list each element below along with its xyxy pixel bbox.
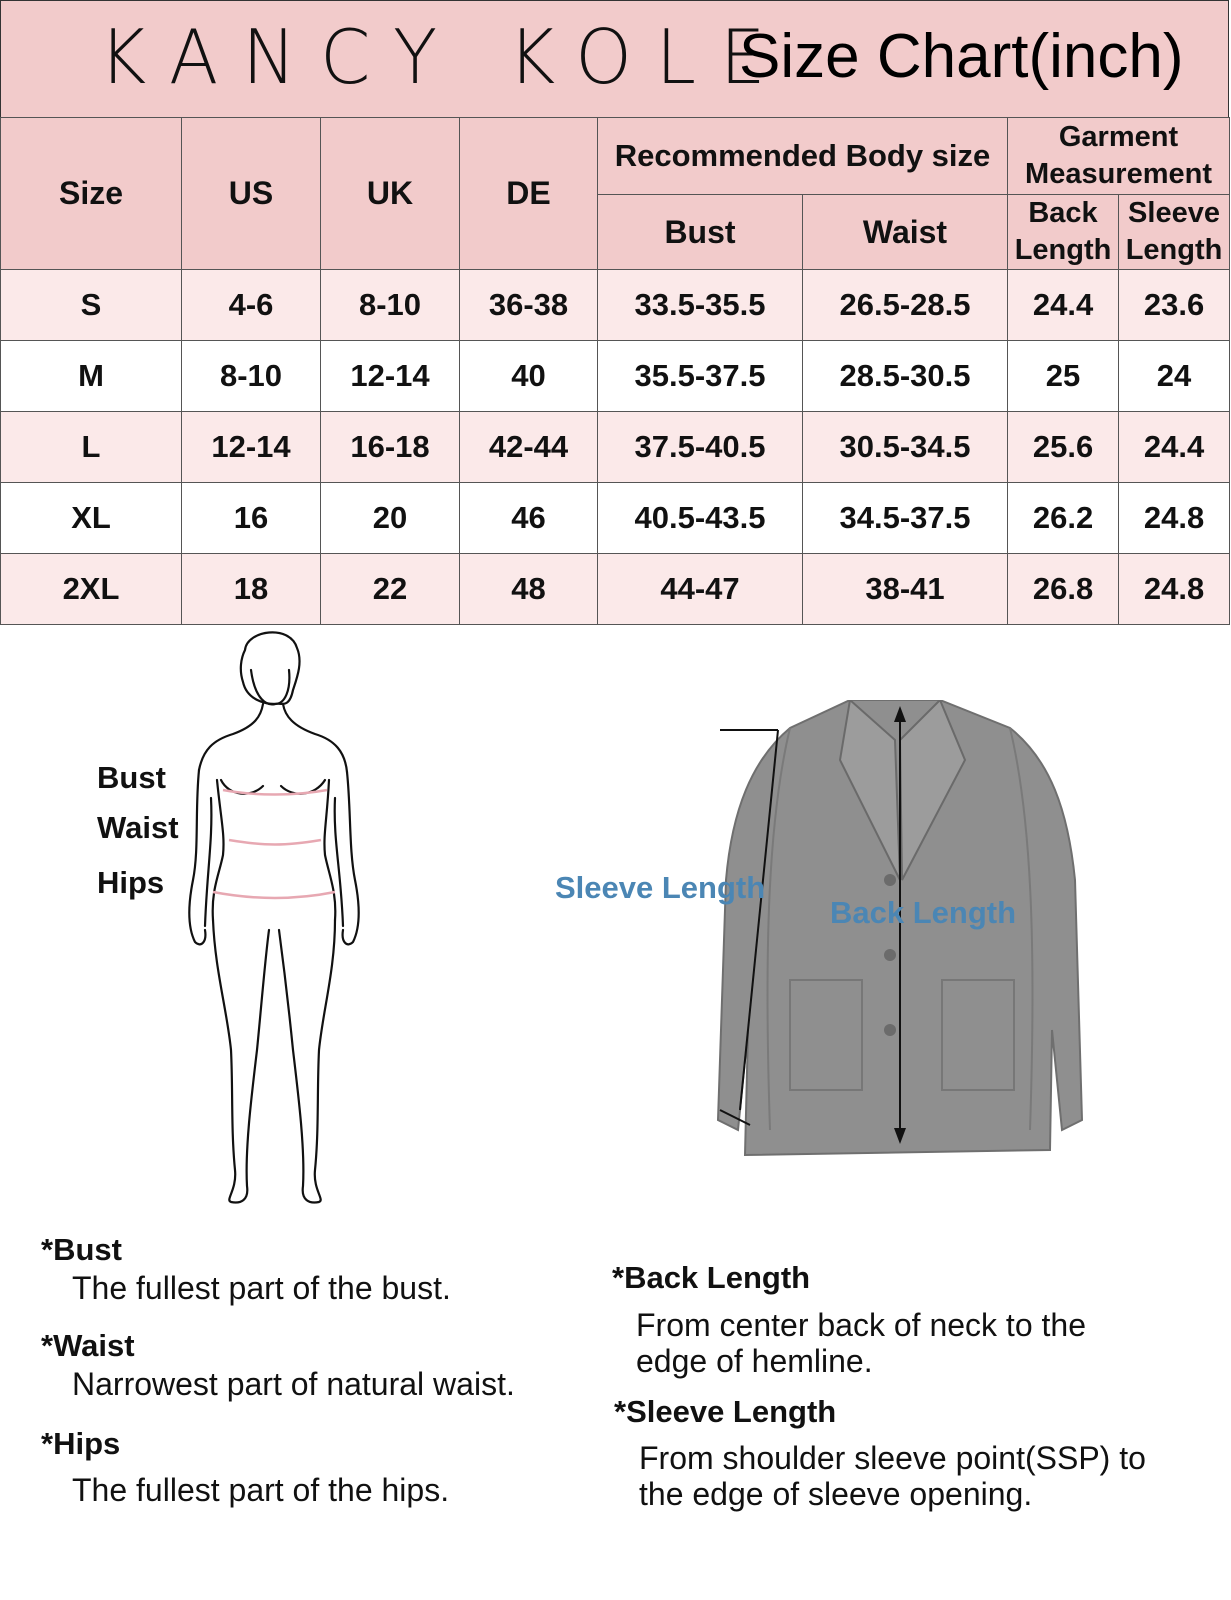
header-size: Size xyxy=(1,118,182,270)
cardigan-jacket-image xyxy=(690,700,1120,1180)
figure-label-hips: Hips xyxy=(97,865,165,900)
cell-uk: 12-14 xyxy=(321,341,460,412)
header-de: DE xyxy=(460,118,598,270)
cell-back-length: 26.8 xyxy=(1008,554,1119,625)
size-table xyxy=(0,117,1230,625)
header-uk: UK xyxy=(321,118,460,270)
cell-us: 18 xyxy=(182,554,321,625)
figure-label-waist: Waist xyxy=(97,810,179,845)
page-title: Size Chart(inch) xyxy=(739,22,1184,91)
brand-logo: KANCY KOLE xyxy=(99,13,790,101)
note-waist-text: Narrowest part of natural waist. xyxy=(72,1366,515,1402)
note-bust-text: The fullest part of the bust. xyxy=(72,1270,451,1306)
cell-uk: 20 xyxy=(321,483,460,554)
cell-de: 40 xyxy=(460,341,598,412)
cell-size: XL xyxy=(1,483,182,554)
note-hips-text: The fullest part of the hips. xyxy=(72,1472,450,1508)
table-row xyxy=(1,554,1230,625)
cell-sleeve-length: 24.8 xyxy=(1119,554,1230,625)
table-row xyxy=(1,341,1230,412)
cell-waist: 26.5-28.5 xyxy=(803,270,1008,341)
body-outline-figure xyxy=(185,630,365,1220)
figure-label-back-length: Back Length xyxy=(830,895,1017,930)
cell-waist: 34.5-37.5 xyxy=(803,483,1008,554)
cell-de: 46 xyxy=(460,483,598,554)
note-sleeve-length-title: *Sleeve Length xyxy=(614,1394,837,1429)
cell-back-length: 25.6 xyxy=(1008,412,1119,483)
cell-bust: 33.5-35.5 xyxy=(598,270,803,341)
cell-waist: 38-41 xyxy=(803,554,1008,625)
table-row xyxy=(1,270,1230,341)
cell-us: 12-14 xyxy=(182,412,321,483)
note-waist-title: *Waist xyxy=(41,1328,135,1363)
header-recommended-body-size: Recommended Body size xyxy=(598,118,1008,195)
cell-uk: 22 xyxy=(321,554,460,625)
cell-sleeve-length: 24.4 xyxy=(1119,412,1230,483)
cell-back-length: 26.2 xyxy=(1008,483,1119,554)
cell-size: L xyxy=(1,412,182,483)
cell-bust: 37.5-40.5 xyxy=(598,412,803,483)
figure-label-bust: Bust xyxy=(97,760,166,795)
table-row xyxy=(1,412,1230,483)
cell-us: 16 xyxy=(182,483,321,554)
cell-sleeve-length: 24 xyxy=(1119,341,1230,412)
note-sleeve-length-text-1: From shoulder sleeve point(SSP) to xyxy=(639,1440,1146,1476)
table-row xyxy=(1,483,1230,554)
note-sleeve-length-text-2: the edge of sleeve opening. xyxy=(639,1476,1033,1512)
cell-sleeve-length: 23.6 xyxy=(1119,270,1230,341)
note-bust-title: *Bust xyxy=(41,1232,122,1267)
figure-label-sleeve-length: Sleeve Length xyxy=(555,870,766,905)
header-waist: Waist xyxy=(803,195,1008,270)
cell-de: 42-44 xyxy=(460,412,598,483)
cell-bust: 44-47 xyxy=(598,554,803,625)
cell-sleeve-length: 24.8 xyxy=(1119,483,1230,554)
cell-size: 2XL xyxy=(1,554,182,625)
cell-bust: 40.5-43.5 xyxy=(598,483,803,554)
header-garment-measurement: Garment Measurement xyxy=(1008,118,1230,195)
header-sleeve-length: Sleeve Length xyxy=(1119,195,1230,270)
header-us: US xyxy=(182,118,321,270)
cell-size: S xyxy=(1,270,182,341)
cell-back-length: 25 xyxy=(1008,341,1119,412)
note-back-length-title: *Back Length xyxy=(612,1260,811,1295)
cell-bust: 35.5-37.5 xyxy=(598,341,803,412)
note-back-length-text-2: edge of hemline. xyxy=(636,1343,873,1379)
header-bust: Bust xyxy=(598,195,803,270)
cell-size: M xyxy=(1,341,182,412)
cell-back-length: 24.4 xyxy=(1008,270,1119,341)
header-back-length: Back Length xyxy=(1008,195,1119,270)
cell-waist: 30.5-34.5 xyxy=(803,412,1008,483)
chart-header xyxy=(0,0,1229,118)
note-back-length-text-1: From center back of neck to the xyxy=(636,1307,1086,1343)
cell-uk: 8-10 xyxy=(321,270,460,341)
cell-de: 48 xyxy=(460,554,598,625)
cell-waist: 28.5-30.5 xyxy=(803,341,1008,412)
cell-uk: 16-18 xyxy=(321,412,460,483)
cell-us: 4-6 xyxy=(182,270,321,341)
cell-us: 8-10 xyxy=(182,341,321,412)
cell-de: 36-38 xyxy=(460,270,598,341)
note-hips-title: *Hips xyxy=(41,1426,121,1461)
